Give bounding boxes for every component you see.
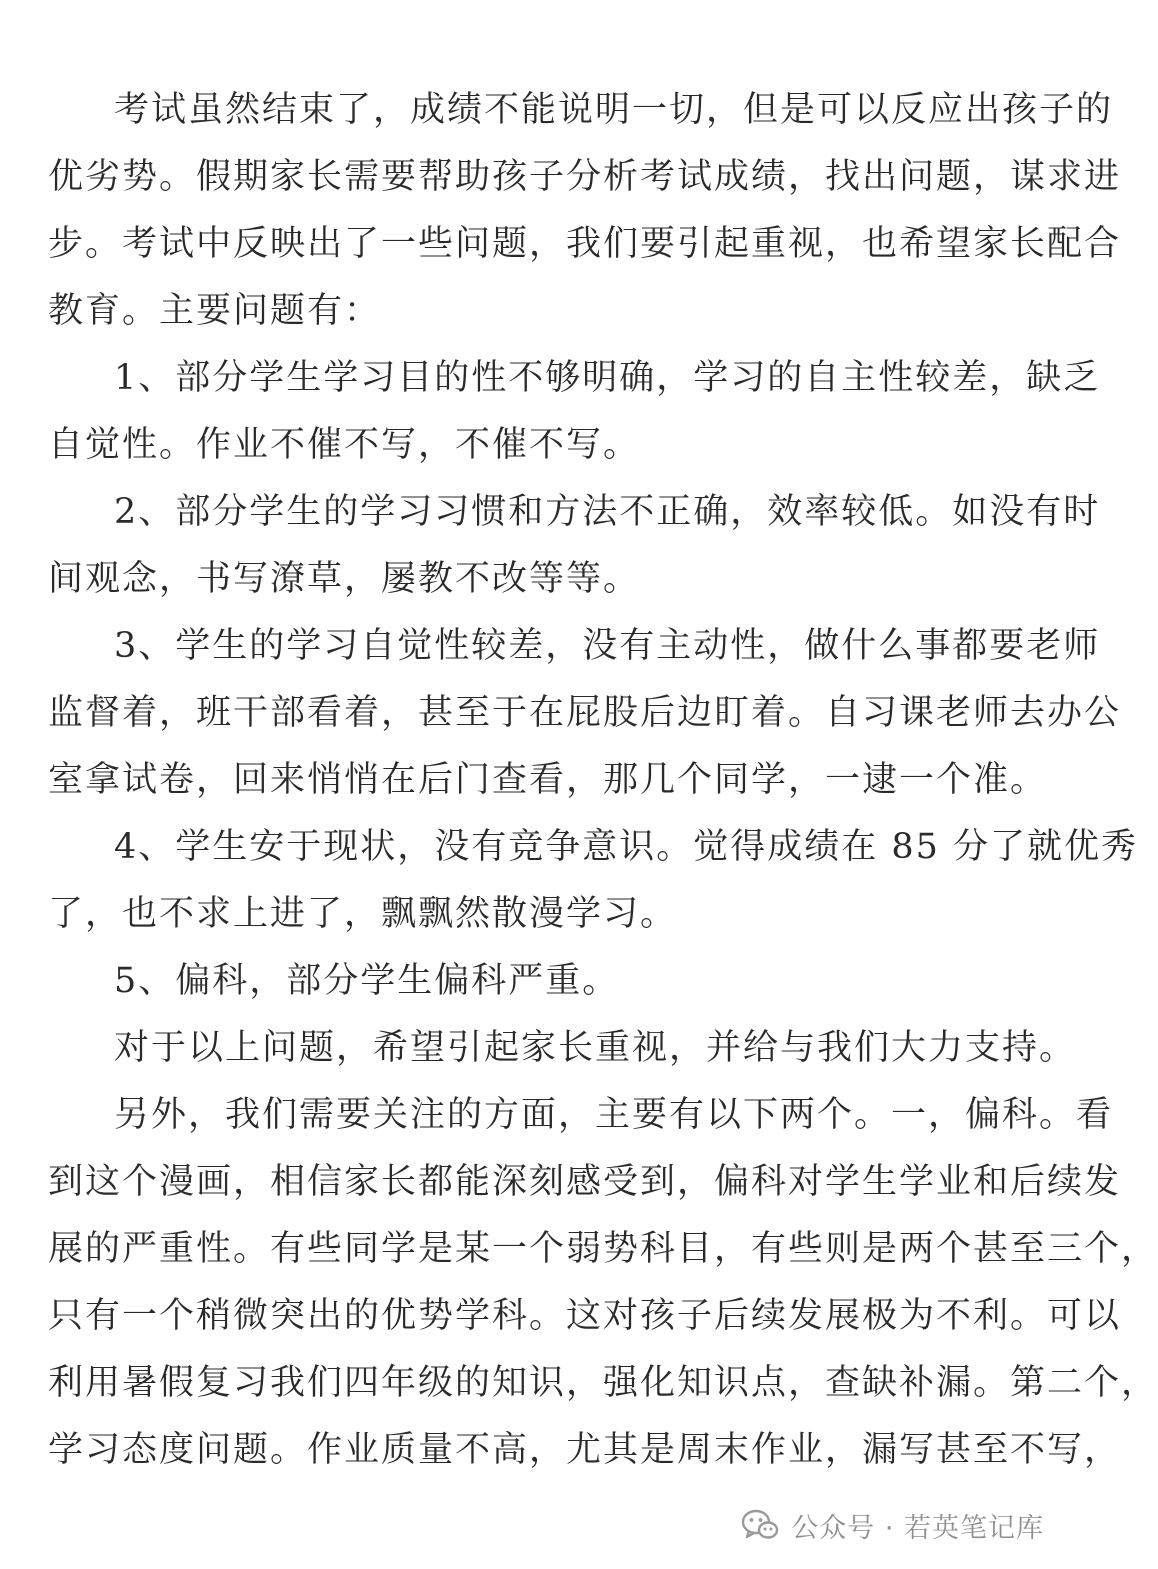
text-line: 只有一个稍微突出的优势学科。这对孩子后续发展极为不利。可以 [48,1296,1122,1336]
text-line: 了，也不求上进了，飘飘然散漫学习。 [48,894,678,934]
text-line: 到这个漫画，相信家长都能深刻感受到，偏科对学生学业和后续发 [48,1162,1122,1202]
text-line: 室拿试卷，回来悄悄在后门查看，那几个同学，一逮一个准。 [48,760,1048,800]
text-line: 监督着，班干部看着，甚至于在屁股后边盯着。自习课老师去办公 [48,693,1122,733]
text-line: 1、部分学生学习目的性不够明确，学习的自主性较差，缺乏 [114,358,1101,398]
text-line: 学习态度问题。作业质量不高，尤其是周末作业，漏写甚至不写， [48,1430,1122,1470]
text-line: 3、学生的学习自觉性较差，没有主动性，做什么事都要老师 [114,626,1101,666]
text-line: 间观念，书写潦草，屡教不改等等。 [48,559,641,599]
text-line: 5、偏科，部分学生偏科严重。 [114,961,620,1001]
wechat-icon [741,1508,779,1542]
text-line: 优劣势。假期家长需要帮助孩子分析考试成绩，找出问题，谋求进 [48,157,1122,197]
text-line: 自觉性。作业不催不写，不催不写。 [48,425,641,465]
watermark [741,1503,1044,1547]
text-line: 考试虽然结束了，成绩不能说明一切，但是可以反应出孩子的 [114,90,1114,130]
text-line: 利用暑假复习我们四年级的知识，强化知识点，查缺补漏。第二个， [48,1363,1158,1403]
text-line: 教育。主要问题有： [48,291,382,331]
text-line: 另外，我们需要关注的方面，主要有以下两个。一，偏科。看 [114,1095,1114,1135]
text-line: 步。考试中反映出了一些问题，我们要引起重视，也希望家长配合 [48,224,1122,264]
text-line: 展的严重性。有些同学是某一个弱势科目，有些则是两个甚至三个， [48,1229,1158,1269]
watermark-text: 公众号 · 若英笔记库 [791,1512,1044,1544]
text-line: 2、部分学生的学习习惯和方法不正确，效率较低。如没有时 [114,492,1101,532]
text-line: 4、学生安于现状，没有竞争意识。觉得成绩在 85 分了就优秀 [114,827,1139,867]
text-line: 对于以上问题，希望引起家长重视，并给与我们大力支持。 [114,1028,1077,1068]
